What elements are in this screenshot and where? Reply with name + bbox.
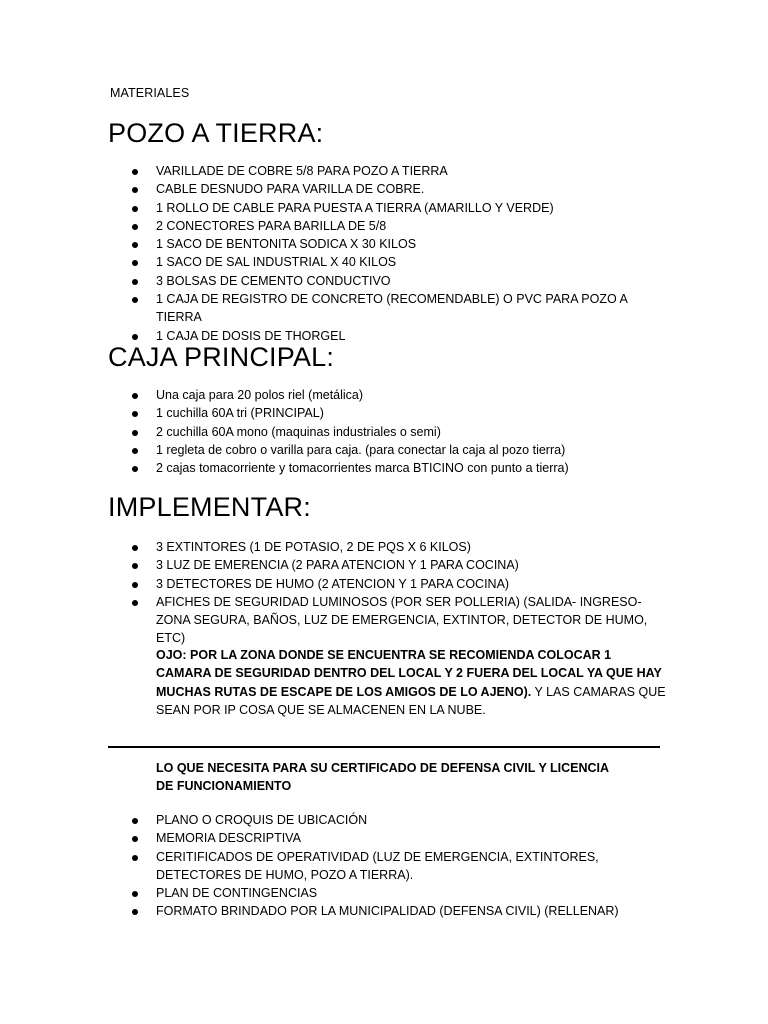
list-caja-principal	[0, 386, 768, 477]
list-item-text: 1 CAJA DE DOSIS DE THORGEL	[156, 328, 346, 343]
certificate-requirements-title: LO QUE NECESITA PARA SU CERTIFICADO DE DEFENSA CIVIL Y LICENCIA DE FUNCIONAMIENTO	[156, 761, 609, 794]
list-item	[0, 538, 768, 556]
list-item-text: 1 SACO DE SAL INDUSTRIAL X 40 KILOS	[156, 255, 397, 270]
bullet-icon	[132, 818, 138, 824]
list-item-text: 1 regleta de cobro o varilla para caja. (para conectar la caja al pozo tierra)	[156, 442, 566, 457]
bullet-icon	[132, 836, 138, 842]
note-normal-text: Y LAS CAMARAS QUE SEAN POR IP COSA QUE SE ALMACENEN EN LA NUBE.	[156, 684, 666, 717]
bullet-icon	[132, 279, 138, 285]
list-item	[0, 441, 768, 459]
bullet-icon	[132, 260, 138, 266]
heading-implementar: IMPLEMENTAR:	[108, 492, 311, 522]
bullet-icon	[132, 393, 138, 399]
list-item	[0, 162, 768, 180]
list-item-text: VARILLADE DE COBRE 5/8 PARA POZO A TIERRA	[156, 164, 448, 178]
list-item	[0, 272, 768, 290]
list-implementar	[0, 538, 768, 648]
bullet-icon	[132, 187, 138, 193]
bullet-icon	[132, 600, 138, 606]
heading-pozo-a-tierra: POZO A TIERRA:	[108, 118, 324, 148]
bullet-icon	[132, 242, 138, 248]
bullet-icon	[132, 909, 138, 915]
materials-label: MATERIALES	[110, 86, 190, 100]
list-item	[0, 575, 768, 593]
list-item-text: 1 CAJA DE REGISTRO DE CONCRETO (RECOMENDABLE) O PVC PARA POZO A TIERRA	[156, 292, 628, 325]
bullet-icon	[132, 334, 138, 340]
list-item-text: 1 cuchilla 60A tri (PRINCIPAL)	[156, 406, 324, 421]
list-item-text: 1 SACO DE BENTONITA SODICA X 30 KILOS	[156, 237, 417, 252]
list-item	[0, 423, 768, 441]
list-item-text: 3 BOLSAS DE CEMENTO CONDUCTIVO	[156, 273, 391, 288]
list-item-text: 2 cajas tomacorriente y tomacorrientes marca BTICINO con punto a tierra)	[156, 461, 569, 476]
bullet-icon	[132, 206, 138, 212]
bullet-icon	[132, 891, 138, 897]
list-item	[0, 884, 768, 902]
list-item	[0, 290, 768, 327]
list-item-text: CERITIFICADOS DE OPERATIVIDAD (LUZ DE EMERGENCIA, EXTINTORES, DETECTORES DE HUMO, POZO A TIERRA).	[156, 849, 599, 882]
list-item	[0, 180, 768, 198]
list-item	[0, 811, 768, 829]
list-item-text: PLAN DE CONTINGENCIAS	[156, 886, 318, 901]
list-item-text: MEMORIA DESCRIPTIVA	[156, 831, 301, 846]
list-item	[0, 459, 768, 477]
security-camera-note	[156, 646, 666, 719]
list-item-text: CABLE DESNUDO PARA VARILLA DE COBRE.	[156, 182, 425, 197]
list-item-text: 1 ROLLO DE CABLE PARA PUESTA A TIERRA (AMARILLO Y VERDE)	[156, 200, 554, 215]
bullet-icon	[132, 563, 138, 569]
bullet-icon	[132, 297, 138, 303]
list-certificado	[0, 811, 768, 921]
list-item	[0, 848, 768, 885]
bullet-icon	[132, 855, 138, 861]
bullet-icon	[132, 411, 138, 417]
list-item-text: 3 EXTINTORES (1 DE POTASIO, 2 DE PQS X 6 KILOS)	[156, 540, 471, 554]
list-item	[0, 217, 768, 235]
note-bold-text: OJO: POR LA ZONA DONDE SE ENCUENTRA SE RECOMIENDA COLOCAR 1 CAMARA DE SEGURIDAD DENTRO DEL LOCAL Y 2 FUERA DEL LOCAL YA QUE HAY MUCHAS RUTAS DE ESCAPE DE LOS AMIGOS DE LO AJENO).	[156, 648, 662, 699]
section-divider	[108, 746, 660, 748]
bullet-icon	[132, 448, 138, 454]
list-item	[0, 253, 768, 271]
list-item-text: AFICHES DE SEGURIDAD LUMINOSOS (POR SER POLLERIA) (SALIDA- INGRESO- ZONA SEGURA, BAÑOS, LUZ DE EMERGENCIA, EXTINTOR, DETECTOR DE HUMO, ETC)	[156, 594, 648, 646]
list-item	[0, 829, 768, 847]
list-item-text: 2 cuchilla 60A mono (maquinas industriales o semi)	[156, 424, 441, 439]
bullet-icon	[132, 224, 138, 230]
bullet-icon	[132, 545, 138, 551]
bullet-icon	[132, 430, 138, 436]
list-item	[0, 556, 768, 574]
list-item-text: Una caja para 20 polos riel (metálica)	[156, 388, 364, 402]
heading-caja-principal: CAJA PRINCIPAL:	[108, 342, 335, 372]
bullet-icon	[132, 466, 138, 472]
list-item	[0, 386, 768, 404]
bullet-icon	[132, 582, 138, 588]
list-item-text: 2 CONECTORES PARA BARILLA DE 5/8	[156, 218, 387, 233]
list-item-text: 3 LUZ DE EMERENCIA (2 PARA ATENCION Y 1 PARA COCINA)	[156, 558, 519, 573]
list-item-text: PLANO O CROQUIS DE UBICACIÓN	[156, 813, 368, 827]
list-item	[0, 235, 768, 253]
list-item-text: 3 DETECTORES DE HUMO (2 ATENCION Y 1 PARA COCINA)	[156, 576, 510, 591]
list-item	[0, 404, 768, 422]
bullet-icon	[132, 169, 138, 175]
list-item-text: FORMATO BRINDADO POR LA MUNICIPALIDAD (DEFENSA CIVIL) (RELLENAR)	[156, 904, 619, 919]
list-item	[0, 593, 768, 648]
list-item	[0, 902, 768, 920]
list-item	[0, 199, 768, 217]
list-pozo-a-tierra	[0, 162, 768, 345]
